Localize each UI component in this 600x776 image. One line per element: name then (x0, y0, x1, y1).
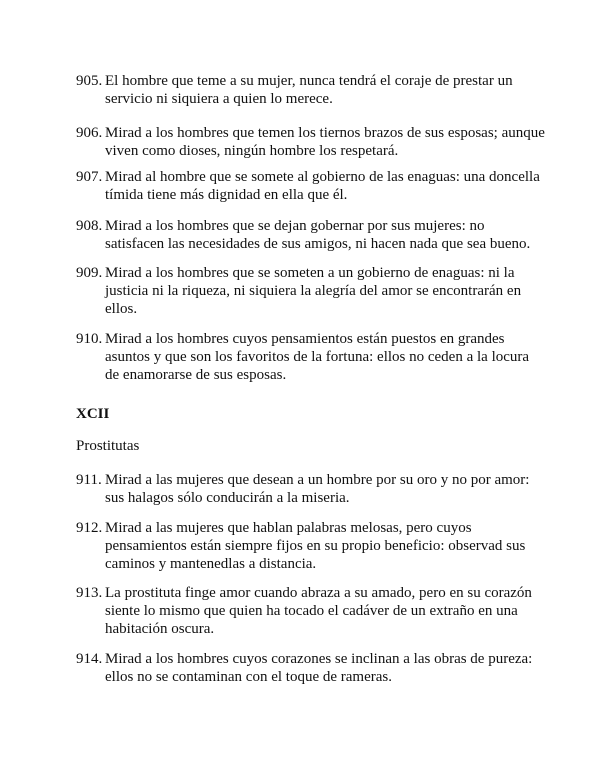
verse-number: 910. (76, 331, 103, 347)
verse-text: Mirad a los hombres que temen los tiernos brazos de sus esposas; aunque viven como dioses, ningún hombre los respetará. (105, 125, 545, 159)
verse-number: 911. (76, 472, 102, 488)
verse-text: Mirad a las mujeres que desean a un hombre por su oro y no por amor: sus halagos sólo conducirán a la miseria. (105, 472, 530, 506)
verse-907 (76, 168, 546, 204)
verse-text: Mirad a los hombres que se dejan gobernar por sus mujeres: no satisfacen las necesidades de sus amigos, ni hacen nada que sea bueno. (105, 218, 531, 252)
verse-909 (76, 264, 546, 318)
verse-text: Mirad al hombre que se somete al gobierno de las enaguas: una doncella tímida tiene más dignidad en ella que él. (105, 169, 540, 203)
verse-913 (76, 584, 546, 638)
verse-number: 914. (76, 651, 103, 667)
verse-text: Mirad a los hombres cuyos corazones se inclinan a las obras de pureza: ellos no se contaminan con el toque de rameras. (105, 651, 533, 685)
verse-text: Mirad a los hombres que se someten a un gobierno de enaguas: ni la justicia ni la riqueza, ni siquiera la alegría del amor se encontrarán en ellos. (105, 265, 522, 317)
verse-number: 907. (76, 169, 103, 185)
verse-910 (76, 330, 546, 384)
verse-914 (76, 650, 546, 686)
verse-text: La prostituta finge amor cuando abraza a su amado, pero en su corazón siente lo mismo que quien ha tocado el cadáver de un extraño en una habitación oscura. (105, 585, 532, 637)
verse-text: El hombre que teme a su mujer, nunca tendrá el coraje de prestar un servicio ni siquiera a quien lo merece. (105, 73, 513, 107)
verse-number: 908. (76, 218, 103, 234)
verse-number: 909. (76, 265, 103, 281)
verse-text: Mirad a los hombres cuyos pensamientos están puestos en grandes asuntos y que son los favoritos de la fortuna: ellos no ceden a la locura de enamorarse de sus esposas. (105, 331, 530, 383)
verse-number: 906. (76, 125, 103, 141)
verse-911 (76, 471, 546, 507)
section-subtitle: Prostitutas (76, 438, 140, 454)
verse-number: 913. (76, 585, 103, 601)
verse-905 (76, 72, 546, 108)
verse-number: 912. (76, 520, 103, 536)
verse-number: 905. (76, 73, 103, 89)
section-heading: XCII (76, 406, 110, 422)
verse-908 (76, 217, 546, 253)
verse-906 (76, 124, 546, 160)
verse-912 (76, 519, 546, 573)
verse-text: Mirad a las mujeres que hablan palabras melosas, pero cuyos pensamientos están siempre fijos en su propio beneficio: observad sus caminos y mantenedlas a distancia. (105, 520, 526, 572)
